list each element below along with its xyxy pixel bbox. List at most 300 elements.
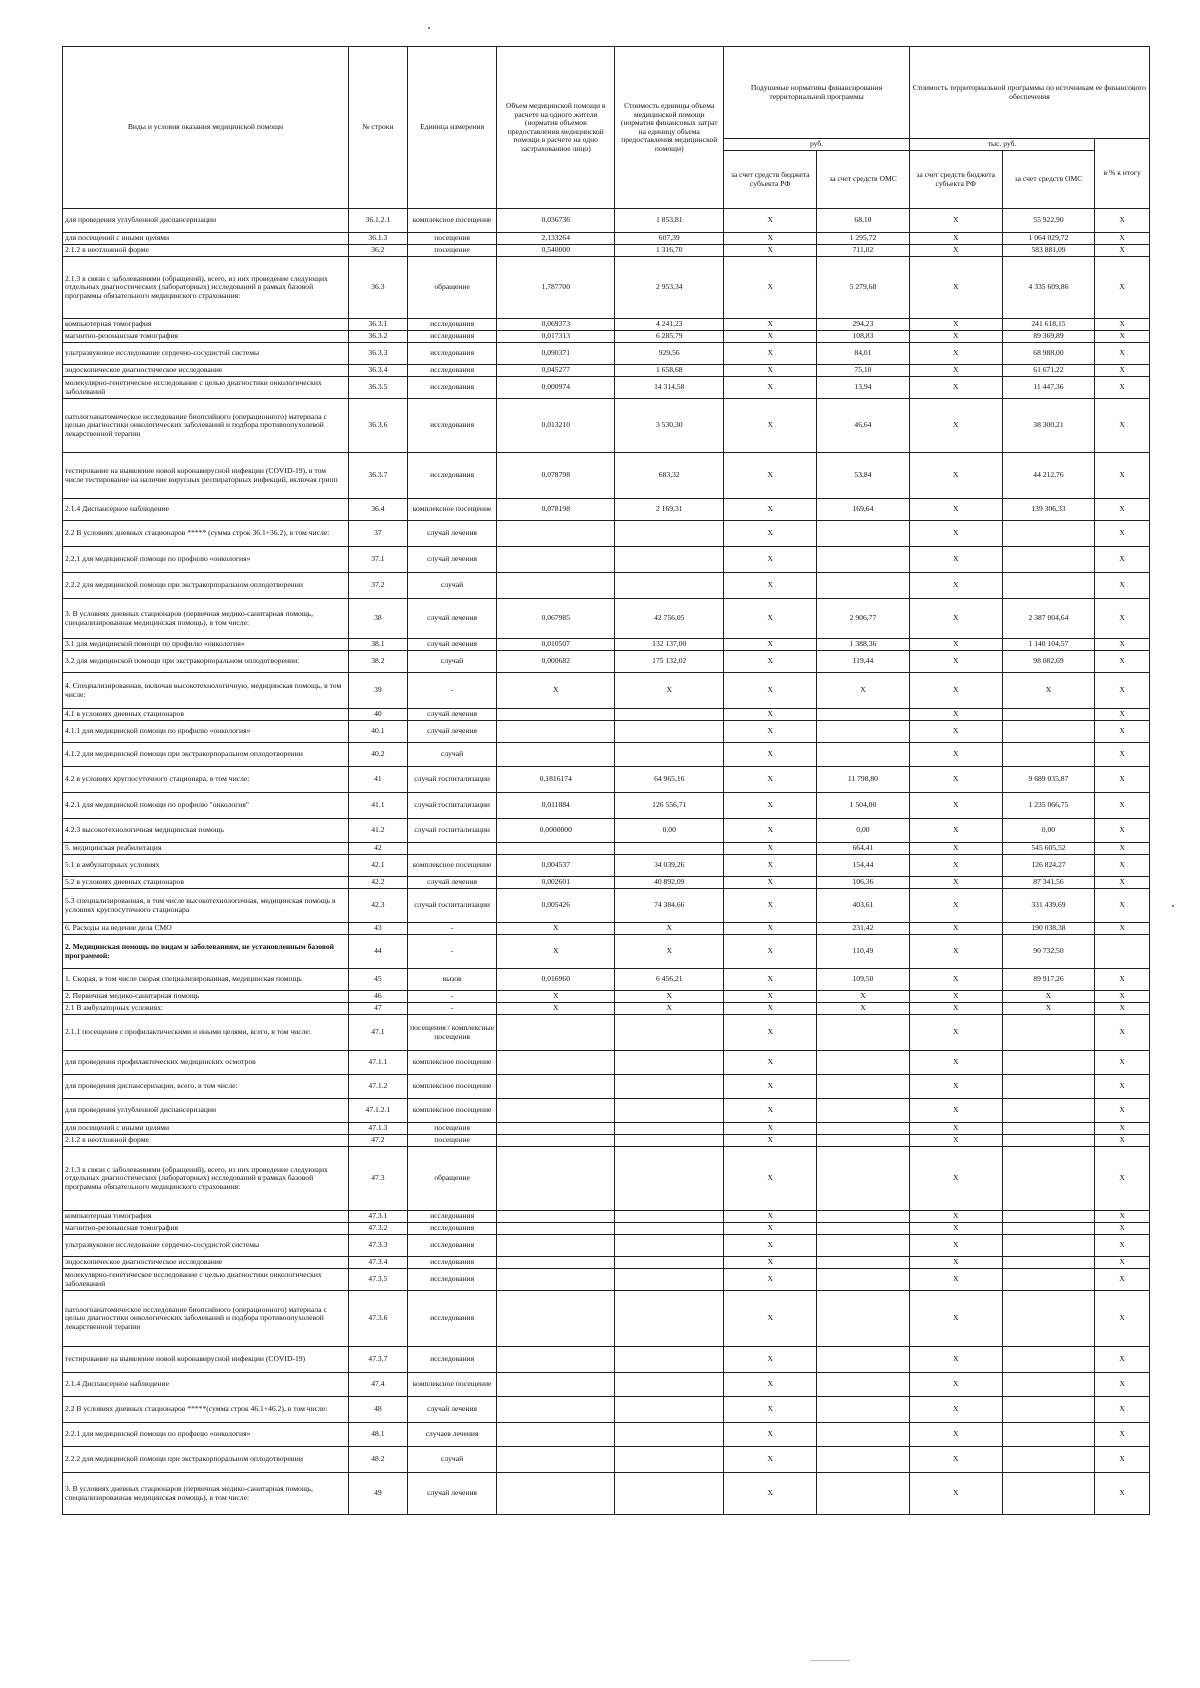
row-unit: случаев лечения <box>407 1423 496 1447</box>
row-total-budget: X <box>909 709 1002 721</box>
row-total-oms <box>1002 1223 1095 1235</box>
row-total-budget: X <box>909 1447 1002 1473</box>
row-volume <box>497 1269 615 1291</box>
row-per-capita-budget: X <box>724 709 817 721</box>
row-name: эндоскопическое диагностическое исследование <box>63 1257 349 1269</box>
table-row <box>63 233 1150 245</box>
row-percent: X <box>1095 1257 1150 1269</box>
row-per-capita-budget: X <box>724 877 817 889</box>
table-row <box>63 819 1150 843</box>
financing-table <box>62 46 1150 1515</box>
row-percent: X <box>1095 969 1150 991</box>
row-name: для посещений с иными целями <box>63 233 349 245</box>
row-per-capita-oms: 110,49 <box>817 935 910 969</box>
row-number: 41 <box>348 767 407 793</box>
row-per-capita-budget: X <box>724 453 817 499</box>
row-total-budget: X <box>909 1373 1002 1397</box>
row-unit-cost: 929,56 <box>615 343 724 365</box>
row-per-capita-budget: X <box>724 257 817 319</box>
row-number: 48.1 <box>348 1423 407 1447</box>
row-name: 5.1 в амбулаторных условиях <box>63 855 349 877</box>
row-number: 47.1.1 <box>348 1051 407 1075</box>
row-per-capita-oms <box>817 1235 910 1257</box>
row-total-budget: X <box>909 319 1002 331</box>
row-volume: X <box>497 991 615 1003</box>
row-per-capita-budget: X <box>724 743 817 767</box>
row-per-capita-budget: X <box>724 1015 817 1051</box>
row-number: 47.3.1 <box>348 1211 407 1223</box>
row-unit-cost: 2 169,31 <box>615 499 724 521</box>
row-unit: случай лечения <box>407 709 496 721</box>
row-percent: X <box>1095 1223 1150 1235</box>
row-percent: X <box>1095 1473 1150 1515</box>
row-number: 36.3.7 <box>348 453 407 499</box>
row-per-capita-budget: X <box>724 521 817 547</box>
row-number: 43 <box>348 923 407 935</box>
row-total-budget: X <box>909 343 1002 365</box>
row-unit-cost: 42 756,05 <box>615 599 724 639</box>
row-per-capita-oms <box>817 1051 910 1075</box>
row-number: 41.2 <box>348 819 407 843</box>
row-total-oms: 90 732,50 <box>1002 935 1095 969</box>
row-unit-cost <box>615 1291 724 1347</box>
row-name: 2. Первичная медико-санитарная помощь <box>63 991 349 1003</box>
row-name: 4.2.3 высокотехнологичная медицинская помощь <box>63 819 349 843</box>
row-unit: комплексное посещение <box>407 1373 496 1397</box>
row-number: 37.1 <box>348 547 407 573</box>
row-per-capita-budget: X <box>724 1373 817 1397</box>
row-volume: 0,036736 <box>497 209 615 233</box>
header-program-cost: Стоимость территориальной программы по источникам ее финансового обеспечения <box>909 47 1149 139</box>
row-percent: X <box>1095 319 1150 331</box>
row-volume <box>497 1373 615 1397</box>
row-percent: X <box>1095 245 1150 257</box>
row-name: магнитно-резонансная томография <box>63 1223 349 1235</box>
row-per-capita-oms: 231,42 <box>817 923 910 935</box>
row-unit: случай лечения <box>407 521 496 547</box>
row-percent: X <box>1095 793 1150 819</box>
row-per-capita-budget: X <box>724 233 817 245</box>
row-per-capita-budget: X <box>724 343 817 365</box>
row-percent: X <box>1095 365 1150 377</box>
row-unit: исследования <box>407 399 496 453</box>
row-total-oms <box>1002 1397 1095 1423</box>
table-row <box>63 547 1150 573</box>
row-name: 2.2.2 для медицинской помощи при экстракорпоральном оплодотворении <box>63 1447 349 1473</box>
row-number: 42.2 <box>348 877 407 889</box>
table-row <box>63 1473 1150 1515</box>
row-per-capita-budget: X <box>724 855 817 877</box>
table-row <box>63 991 1150 1003</box>
row-per-capita-oms: 106,36 <box>817 877 910 889</box>
row-volume <box>497 721 615 743</box>
row-unit: исследования <box>407 453 496 499</box>
table-row <box>63 573 1150 599</box>
row-percent: X <box>1095 709 1150 721</box>
row-per-capita-oms <box>817 1373 910 1397</box>
row-per-capita-budget: X <box>724 1003 817 1015</box>
table-row <box>63 453 1150 499</box>
table-row <box>63 1347 1150 1373</box>
row-unit: обращение <box>407 1147 496 1211</box>
row-per-capita-oms <box>817 1135 910 1147</box>
row-unit-cost: 0,00 <box>615 819 724 843</box>
row-per-capita-oms <box>817 1347 910 1373</box>
row-total-budget: X <box>909 1257 1002 1269</box>
row-unit: - <box>407 1003 496 1015</box>
row-total-oms: 89 917,26 <box>1002 969 1095 991</box>
row-percent: X <box>1095 651 1150 673</box>
row-total-oms: 44 212,76 <box>1002 453 1095 499</box>
row-number: 36.3.1 <box>348 319 407 331</box>
row-volume: 0,005426 <box>497 889 615 923</box>
table-row <box>63 343 1150 365</box>
row-percent: X <box>1095 1211 1150 1223</box>
row-volume: X <box>497 1003 615 1015</box>
row-unit: случай <box>407 651 496 673</box>
row-per-capita-budget: X <box>724 599 817 639</box>
row-total-oms <box>1002 1473 1095 1515</box>
row-number: 47.1.3 <box>348 1123 407 1135</box>
row-volume <box>497 709 615 721</box>
row-name: тестирование на выявление новой коронавирусной инфекции (COVID-19) <box>63 1347 349 1373</box>
row-total-oms <box>1002 521 1095 547</box>
scan-speck <box>428 27 430 29</box>
row-total-oms: 98 082,69 <box>1002 651 1095 673</box>
row-name: 3.2 для медицинской помощи при экстракорпоральном оплодотворении: <box>63 651 349 673</box>
row-per-capita-oms: 109,50 <box>817 969 910 991</box>
row-unit-cost: 40 892,09 <box>615 877 724 889</box>
table-row <box>63 399 1150 453</box>
row-unit: обращение <box>407 257 496 319</box>
row-percent: X <box>1095 1051 1150 1075</box>
row-unit-cost <box>615 1397 724 1423</box>
row-name: 2.1.3 в связи с заболеваниями (обращений), всего, из них проведение следующих отдельных диагностических (лабораторных) исследований в рамках базовой программы обязательного медицинского страхования: <box>63 1147 349 1211</box>
row-per-capita-oms: 11 798,80 <box>817 767 910 793</box>
row-unit-cost: 6 285,79 <box>615 331 724 343</box>
row-unit: комплексное посещение <box>407 1051 496 1075</box>
row-number: 36.1.2.1 <box>348 209 407 233</box>
row-total-budget: X <box>909 855 1002 877</box>
row-name: 2.2.1 для медицинской помощи по профилю «онкология» <box>63 547 349 573</box>
table-row <box>63 1075 1150 1099</box>
row-percent: X <box>1095 743 1150 767</box>
row-name: 2.1.4 Диспансерное наблюдение <box>63 499 349 521</box>
table-row <box>63 1123 1150 1135</box>
row-per-capita-oms: 169,64 <box>817 499 910 521</box>
row-unit: исследования <box>407 319 496 331</box>
row-unit: посещения <box>407 233 496 245</box>
row-unit-cost <box>615 1099 724 1123</box>
row-per-capita-budget: X <box>724 1051 817 1075</box>
row-per-capita-oms <box>817 1257 910 1269</box>
row-name: 2.1 В амбулаторных условиях: <box>63 1003 349 1015</box>
row-total-oms <box>1002 1235 1095 1257</box>
row-unit-cost: 64 965,16 <box>615 767 724 793</box>
row-total-oms: X <box>1002 673 1095 709</box>
row-per-capita-oms <box>817 547 910 573</box>
row-unit-cost: 683,32 <box>615 453 724 499</box>
row-name: 4.1 в условиях дневных стационаров <box>63 709 349 721</box>
row-unit: вызов <box>407 969 496 991</box>
row-total-oms: 87 341,56 <box>1002 877 1095 889</box>
row-per-capita-oms <box>817 1015 910 1051</box>
row-name: 2.1.2 в неотложной форме <box>63 245 349 257</box>
table-row <box>63 319 1150 331</box>
row-per-capita-oms <box>817 1423 910 1447</box>
row-name: 3.1 для медицинской помощи по профилю «онкология» <box>63 639 349 651</box>
row-per-capita-oms <box>817 1223 910 1235</box>
row-per-capita-oms: X <box>817 673 910 709</box>
row-number: 38.1 <box>348 639 407 651</box>
row-volume: 0,010507 <box>497 639 615 651</box>
row-volume <box>497 1075 615 1099</box>
row-unit-cost: 14 314,58 <box>615 377 724 399</box>
row-per-capita-oms <box>817 709 910 721</box>
row-percent: X <box>1095 819 1150 843</box>
row-unit-cost: 6 456,21 <box>615 969 724 991</box>
table-row <box>63 1423 1150 1447</box>
row-percent: X <box>1095 343 1150 365</box>
row-percent: X <box>1095 599 1150 639</box>
row-per-capita-budget: X <box>724 1147 817 1211</box>
row-unit: случай госпитализации <box>407 819 496 843</box>
row-per-capita-oms <box>817 573 910 599</box>
row-volume <box>497 1291 615 1347</box>
row-per-capita-oms: 403,61 <box>817 889 910 923</box>
row-total-oms <box>1002 709 1095 721</box>
row-name: 5.2 в условиях дневных стационаров <box>63 877 349 889</box>
row-volume <box>497 1347 615 1373</box>
row-name: ультразвуковое исследование сердечно-сосудистой системы <box>63 343 349 365</box>
row-percent: X <box>1095 573 1150 599</box>
row-unit-cost <box>615 1269 724 1291</box>
row-per-capita-budget: X <box>724 1223 817 1235</box>
row-total-oms <box>1002 1135 1095 1147</box>
row-name: для проведения диспансеризации, всего, в том числе: <box>63 1075 349 1099</box>
row-total-budget: X <box>909 1075 1002 1099</box>
row-name: 2.1.1 посещения с профилактическими и иными целями, всего, в том числе: <box>63 1015 349 1051</box>
row-total-oms <box>1002 721 1095 743</box>
row-total-budget: X <box>909 399 1002 453</box>
row-unit-cost <box>615 1235 724 1257</box>
row-percent: X <box>1095 889 1150 923</box>
row-unit: исследования <box>407 377 496 399</box>
row-percent: X <box>1095 1269 1150 1291</box>
row-name: 2.1.3 в связи с заболеваниями (обращений), всего, из них проведение следующих отдельных диагностических (лабораторных) исследований в рамках базовой программы обязательного медицинского страхования: <box>63 257 349 319</box>
row-total-budget: X <box>909 1051 1002 1075</box>
table-row <box>63 1397 1150 1423</box>
row-name: для проведения углубленной диспансеризации <box>63 1099 349 1123</box>
row-unit-cost <box>615 709 724 721</box>
row-per-capita-budget: X <box>724 1075 817 1099</box>
row-number: 41.1 <box>348 793 407 819</box>
row-unit-cost <box>615 1075 724 1099</box>
row-name: 5.3 специализированная, в том числе высокотехнологичная, медицинская помощь в условиях круглосуточного стационара <box>63 889 349 923</box>
row-per-capita-oms: 5 279,68 <box>817 257 910 319</box>
row-percent: X <box>1095 1447 1150 1473</box>
row-unit-cost <box>615 1473 724 1515</box>
row-per-capita-oms: 119,44 <box>817 651 910 673</box>
row-per-capita-oms: 711,02 <box>817 245 910 257</box>
table-row <box>63 855 1150 877</box>
row-volume <box>497 743 615 767</box>
row-percent: X <box>1095 257 1150 319</box>
row-number: 38.2 <box>348 651 407 673</box>
row-unit: посещения / комплексные посещения <box>407 1015 496 1051</box>
row-per-capita-budget: X <box>724 1257 817 1269</box>
row-total-oms <box>1002 1099 1095 1123</box>
table-row <box>63 673 1150 709</box>
row-total-oms: 9 689 035,87 <box>1002 767 1095 793</box>
row-unit: случай лечения <box>407 547 496 573</box>
row-total-budget: X <box>909 1099 1002 1123</box>
row-total-budget: X <box>909 793 1002 819</box>
row-per-capita-budget: X <box>724 639 817 651</box>
row-per-capita-oms: X <box>817 1003 910 1015</box>
table-row <box>63 521 1150 547</box>
row-percent: X <box>1095 331 1150 343</box>
row-unit-cost <box>615 1051 724 1075</box>
row-name: 2.1.2 в неотложной форме <box>63 1135 349 1147</box>
row-total-budget: X <box>909 521 1002 547</box>
row-volume: 0,045277 <box>497 365 615 377</box>
row-per-capita-budget: X <box>724 499 817 521</box>
row-per-capita-oms: X <box>817 991 910 1003</box>
row-total-oms: 241 618,15 <box>1002 319 1095 331</box>
row-name: 4.2.1 для медицинской помощи по профилю "онкология" <box>63 793 349 819</box>
table-row <box>63 377 1150 399</box>
row-number: 42.3 <box>348 889 407 923</box>
row-number: 47.1.2 <box>348 1075 407 1099</box>
row-name: компьютерная томография <box>63 319 349 331</box>
row-unit-cost <box>615 1373 724 1397</box>
row-per-capita-budget: X <box>724 209 817 233</box>
row-per-capita-oms: 68,10 <box>817 209 910 233</box>
row-per-capita-oms: 294,23 <box>817 319 910 331</box>
row-total-oms: 126 824,27 <box>1002 855 1095 877</box>
row-total-budget: X <box>909 377 1002 399</box>
row-volume: 0,069373 <box>497 319 615 331</box>
row-unit: случай лечения <box>407 1397 496 1423</box>
row-unit: - <box>407 923 496 935</box>
row-per-capita-oms <box>817 521 910 547</box>
row-name: 4.2 в условиях круглосуточного стационара, в том числе: <box>63 767 349 793</box>
row-unit-cost: 132 137,00 <box>615 639 724 651</box>
row-unit: исследования <box>407 331 496 343</box>
row-per-capita-budget: X <box>724 1123 817 1135</box>
row-total-oms <box>1002 743 1095 767</box>
row-unit: случай госпитализации <box>407 767 496 793</box>
row-per-capita-oms <box>817 721 910 743</box>
row-number: 48.2 <box>348 1447 407 1473</box>
row-volume <box>497 1257 615 1269</box>
row-volume: X <box>497 935 615 969</box>
row-percent: X <box>1095 639 1150 651</box>
row-total-oms: 68 988,00 <box>1002 343 1095 365</box>
row-per-capita-budget: X <box>724 377 817 399</box>
row-unit: исследования <box>407 365 496 377</box>
row-number: 40 <box>348 709 407 721</box>
row-total-budget: X <box>909 843 1002 855</box>
row-volume <box>497 1473 615 1515</box>
table-row <box>63 1051 1150 1075</box>
row-unit-cost <box>615 521 724 547</box>
row-unit: случай лечения <box>407 1473 496 1515</box>
row-total-budget: X <box>909 1211 1002 1223</box>
row-percent: X <box>1095 499 1150 521</box>
row-unit-cost <box>615 547 724 573</box>
row-number: 47.1 <box>348 1015 407 1051</box>
row-name: для проведения профилактических медицинских осмотров <box>63 1051 349 1075</box>
row-total-budget: X <box>909 1223 1002 1235</box>
row-per-capita-oms: 154,44 <box>817 855 910 877</box>
row-per-capita-budget: X <box>724 819 817 843</box>
table-row <box>63 889 1150 923</box>
row-total-oms: 61 671,22 <box>1002 365 1095 377</box>
row-volume: X <box>497 673 615 709</box>
row-total-budget: X <box>909 721 1002 743</box>
row-unit: исследования <box>407 1211 496 1223</box>
row-volume: 0,067985 <box>497 599 615 639</box>
row-number: 47.3 <box>348 1147 407 1211</box>
row-name: компьютерная томография <box>63 1211 349 1223</box>
row-number: 47.3.7 <box>348 1347 407 1373</box>
row-total-budget: X <box>909 1015 1002 1051</box>
row-unit: исследования <box>407 1235 496 1257</box>
row-percent: X <box>1095 209 1150 233</box>
row-unit: комплексное посещение <box>407 1099 496 1123</box>
row-unit-cost <box>615 721 724 743</box>
row-unit: - <box>407 673 496 709</box>
row-unit-cost: 126 556,71 <box>615 793 724 819</box>
row-total-budget: X <box>909 1269 1002 1291</box>
row-per-capita-oms <box>817 743 910 767</box>
row-volume <box>497 843 615 855</box>
row-total-oms: X <box>1002 991 1095 1003</box>
row-total-budget: X <box>909 969 1002 991</box>
row-volume: 1,787700 <box>497 257 615 319</box>
row-percent: X <box>1095 1373 1150 1397</box>
row-total-oms: 583 881,09 <box>1002 245 1095 257</box>
row-unit-cost <box>615 1015 724 1051</box>
row-number: 47.2 <box>348 1135 407 1147</box>
row-unit-cost: 1 658,68 <box>615 365 724 377</box>
row-total-budget: X <box>909 453 1002 499</box>
row-per-capita-budget: X <box>724 1235 817 1257</box>
table-row <box>63 709 1150 721</box>
row-number: 36.4 <box>348 499 407 521</box>
table-row <box>63 499 1150 521</box>
row-volume <box>497 1447 615 1473</box>
row-volume <box>497 1099 615 1123</box>
row-unit: комплексное посещение <box>407 499 496 521</box>
row-volume: 2,133264 <box>497 233 615 245</box>
header-budget-rub: за счет средств бюджета субъекта РФ <box>724 151 817 209</box>
row-percent: X <box>1095 1347 1150 1373</box>
row-volume <box>497 1147 615 1211</box>
row-total-budget: X <box>909 935 1002 969</box>
table-row <box>63 923 1150 935</box>
row-unit-cost: X <box>615 673 724 709</box>
row-total-budget: X <box>909 233 1002 245</box>
row-per-capita-budget: X <box>724 365 817 377</box>
row-number: 36.3.6 <box>348 399 407 453</box>
row-total-oms <box>1002 1051 1095 1075</box>
row-per-capita-oms: 2 906,77 <box>817 599 910 639</box>
row-unit: исследования <box>407 1347 496 1373</box>
row-name: 3. В условиях дневных стационаров (первичная медико-санитарная помощь, специализированная медицинская помощь), в том числе: <box>63 1473 349 1515</box>
